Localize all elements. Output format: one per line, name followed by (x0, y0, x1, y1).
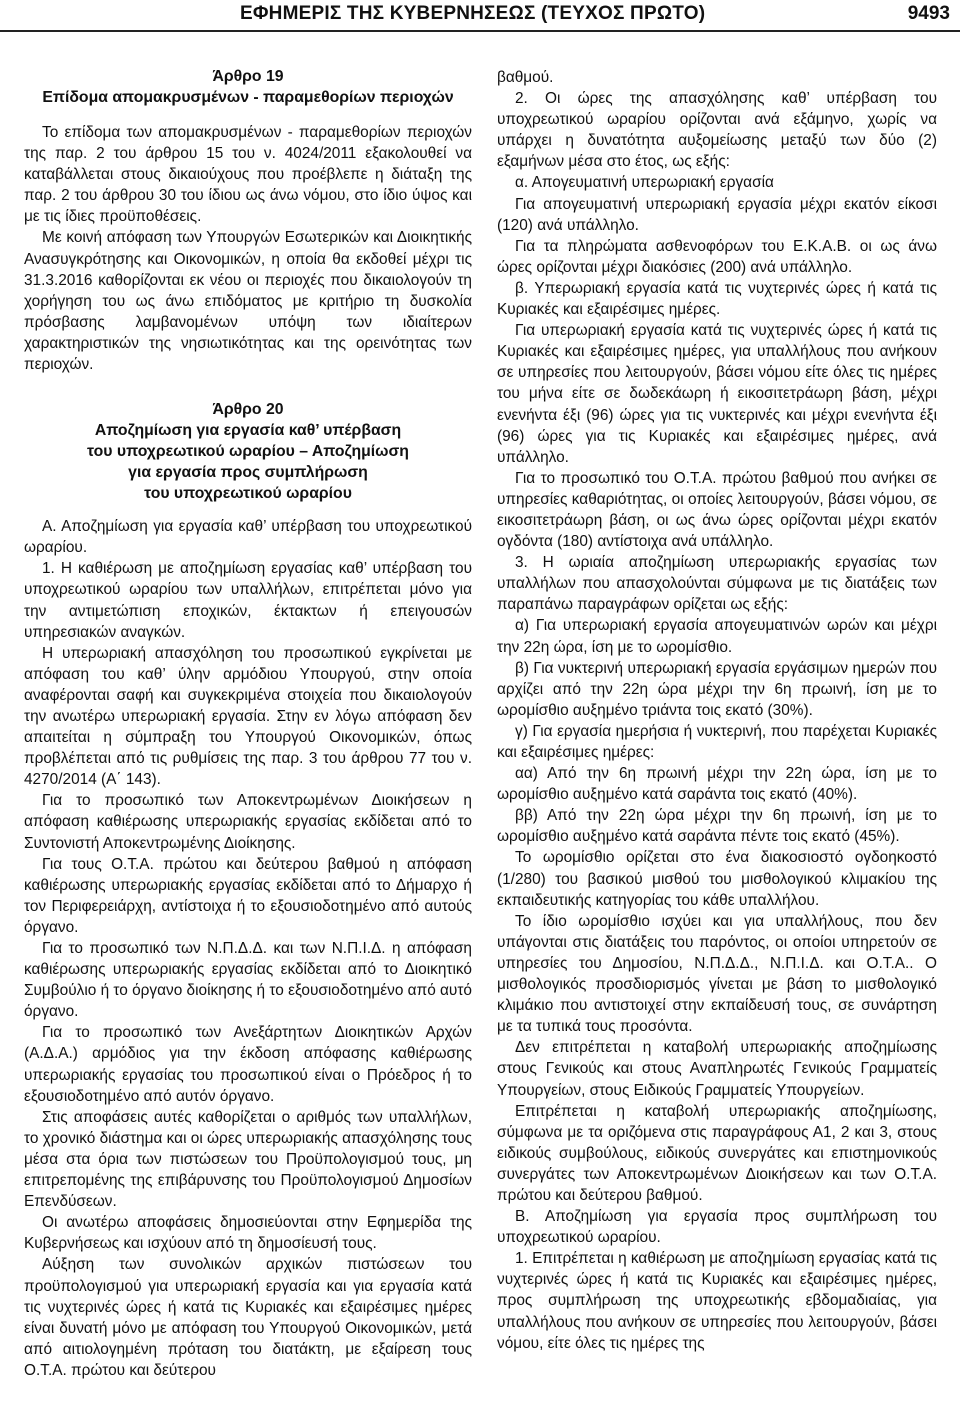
right-paragraph: α. Απογευματινή υπερωριακή εργασία (515, 174, 774, 192)
right-paragraph: 1. Επιτρέπεται η καθιέρωση με αποζημίωση εργασίας κατά τις νυχτερινές ώρες ή κατά τις Κυριακές και εξαιρέσιμες ημέρες, προς συμπλήρωση της υποχρεωτικής εβδομαδιαίας, για υπαλλήλους που ανήκουν σε υπηρεσίες που λειτουργούν, βάσει νόμου, είτε όλες τις ημέρες της (497, 1250, 937, 1352)
page-header (0, 0, 960, 32)
article-20-paragraph: Η υπερωριακή απασχόληση του προσωπικού εγκρίνεται με απόφαση του καθ’ ύλην αρμόδιου Υπουργού, στην οποία αναφέρονται σαφή και συγκεκριμένα στοιχεία που δικαιολογούν την ανωτέρω υπερωριακή εργασία. Στην εν λόγω απόφαση δεν απαιτείται η σύμπραξη του Υπουργού Οικονομικών, όπως προβλέπεται από τις ρυθμίσεις της παρ. 3 του άρθρου 77 του ν. 4270/2014 (Α΄ 143). (24, 644, 472, 789)
right-paragraph: Το ίδιο ωρομίσθιο ισχύει και για υπαλλήλους, που δεν υπάγονται στις διατάξεις του παρόντος, οι οποίοι υπηρετούν σε υπηρεσίες του Δημοσίου, Ν.Π.Δ.Δ., Ν.Π.Ι.Δ. και Ο.Τ.Α.. Ο μισθολογικός προσδιορισμός γίνεται με βάση το μισθολογικό κλιμάκιο που αντιστοιχεί στην εκπαίδευσή τους, σε συνάρτηση με τα τυπικά τους προσόντα. (497, 912, 937, 1036)
article-19-number: Άρθρο 19 (212, 68, 284, 85)
right-paragraph: γ) Για εργασία ημερήσια ή νυκτερινή, που παρέχεται Κυριακές και εξαιρέσιμες ημέρες: (497, 722, 937, 761)
article-20-paragraph: Α. Αποζημίωση για εργασία καθ’ υπέρβαση του υποχρεωτικού ωραρίου. (24, 518, 472, 557)
article-20-paragraph: Οι ανωτέρω αποφάσεις δημοσιεύονται στην Εφημερίδα της Κυβερνήσεως και ισχύουν από τη δημοσίευσή τους. (24, 1214, 472, 1253)
right-paragraph: Επιτρέπεται η καταβολή υπερωριακής αποζημίωσης, σύμφωνα με τα οριζόμενα στις παραγράφους Α1, 2 και 3, στους ειδικούς συμβούλους, ειδικούς συνεργάτες και επιστημονικούς συνεργάτες των Αποκεντρωμένων Διοικήσεων και των Ο.Τ.Α. πρώτου και δεύτερου βαθμού. (497, 1102, 937, 1204)
right-paragraph: Για τα πληρώματα ασθενοφόρων του Ε.Κ.Α.Β. οι ως άνω ώρες ορίζονται μέχρι διακόσιες (200) ανά υπάλληλο. (497, 237, 937, 276)
article-20-title-line: του υποχρεωτικού ωραρίου (144, 485, 352, 503)
right-paragraph: ββ) Από την 22η ώρα μέχρι την 6η πρωινή, ίση με το ωρομίσθιο αυξημένο κατά σαράντα πέντε τοις εκατό (45%). (497, 807, 937, 846)
right-paragraph: αα) Από την 6η πρωινή μέχρι την 22η ώρα, ίση με το ωρομίσθιο αυξημένο κατά σαράντα τοις εκατό (40%). (497, 765, 937, 804)
right-paragraph: Δεν επιτρέπεται η καταβολή υπερωριακής αποζημίωσης στους Γενικούς και στους Αναπληρωτές Γενικούς Γραμματείς Υπουργείων, στους Ειδικούς Γραμματείς Υπουργείων. (497, 1039, 937, 1099)
right-paragraph: 3. Η ωριαία αποζημίωση υπερωριακής εργασίας των υπαλλήλων που απασχολούνται σύμφωνα με τις διατάξεις των παραπάνω παραγράφων ορίζεται ως εξής: (497, 554, 937, 614)
right-paragraph: βαθμού. (497, 69, 554, 86)
right-paragraph: Β. Αποζημίωση για εργασία προς συμπλήρωση του υποχρεωτικού ωραρίου. (497, 1208, 937, 1247)
gazette-title: ΕΦΗΜΕΡΙΣ ΤΗΣ ΚΥΒΕΡΝΗΣΕΩΣ (ΤΕΥΧΟΣ ΠΡΩΤΟ) (240, 3, 706, 24)
article-20-paragraph: Για τους Ο.Τ.Α. πρώτου και δεύτερου βαθμού η απόφαση καθιέρωσης υπερωριακής εργασίας εκδίδεται από το Δήμαρχο ή τον Περιφερειάρχη, αντίστοιχα ή το εξουσιοδοτημένο από αυτούς όργανο. (24, 855, 472, 936)
article-20-paragraph: Στις αποφάσεις αυτές καθορίζεται ο αριθμός των υπαλλήλων, το χρονικό διάστημα και οι ώρες υπερωριακής απασχόλησης τους μέσα στα όρια των πιστώσεων του Προϋπολογισμού τους, μη επιτρεπομένης της επιβάρυνσης του Προϋπολογισμού Δημοσίων Επενδύσεων. (24, 1108, 472, 1211)
article-19-paragraph: Με κοινή απόφαση των Υπουργών Εσωτερικών και Διοικητικής Ανασυγκρότησης και Οικονομικών, η οποία θα εκδοθεί μέχρι τις 31.3.2016 καθορίζονται εκ νέου οι περιοχές που δικαιολογούν τη χορήγηση του ως άνω επιδόματος με κριτήριο τη δυσκολία πρόσβασης λαμβανομένων υπόψη των ιδιαίτερων χαρακτηριστικών της νησιωτικότητας και της ορεινότητας των περιοχών. (24, 229, 472, 374)
article-20-paragraph: Για το προσωπικό των Ανεξάρτητων Διοικητικών Αρχών (Α.Δ.Α.) αρμόδιος για την έκδοση απόφασης καθιέρωσης υπερωριακής εργασίας του προσωπικού είναι ο Πρόεδρος ή το εξουσιοδοτημένο από αυτόν όργανο. (24, 1024, 472, 1105)
article-20-paragraph: Για το προσωπικό των Ν.Π.Δ.Δ. και των Ν.Π.Ι.Δ. η απόφαση καθιέρωσης υπερωριακής εργασίας εκδίδεται από το Διοικητικό Συμβούλιο ή το όργανο διοίκησης ή το εξουσιοδοτημένο από αυτό όργανο. (24, 940, 472, 1021)
article-20-paragraph: 1. Η καθιέρωση με αποζημίωση εργασίας καθ’ υπέρβαση του υποχρεωτικού ωραρίου των υπαλλήλων, επιτρέπεται μόνο για την αντιμετώπιση εποχικών, έκτακτων ή επειγουσών υπηρεσιακών αναγκών. (24, 560, 472, 641)
article-20-number: Άρθρο 20 (212, 401, 284, 419)
right-paragraph: β. Υπερωριακή εργασία κατά τις νυχτερινές ώρες ή κατά τις Κυριακές και εξαιρέσιμες ημέρες. (497, 279, 937, 319)
right-paragraph: α) Για υπερωριακή εργασία απογευματινών ωρών και μέχρι την 22η ώρα, ίση με το ωρομίσθιο. (497, 617, 937, 656)
article-20-title-line: Αποζημίωση για εργασία καθ’ υπέρβαση (94, 422, 402, 440)
right-paragraph: Για το προσωπικό του Ο.Τ.Α. πρώτου βαθμού που ανήκει σε υπηρεσίες καθαριότητας, οι οποίες λειτουργούν, βάσει νόμου, σε εικοσιτετράωρη βάση, οι ως άνω ώρες ορίζονται μέχρι εκατόν ογδόντα (180) αντίστοιχα ανά υπάλληλο. (497, 469, 937, 551)
article-19-paragraph: Το επίδομα των απομακρυσμένων - παραμεθορίων περιοχών της παρ. 2 του άρθρου 15 του ν. 4024/2011 εξακολουθεί να καταβάλλεται στους δικαιούχους που προέβλεπε η διάταξη της παρ. 2 του άρθρου 30 του ίδιου ως άνω νόμου, στο ίδιο ύψος και με τις ίδιες προϋποθέσεις. (24, 124, 472, 226)
left-column (24, 64, 472, 1381)
right-paragraph: Για απογευματινή υπερωριακή εργασία μέχρι εκατόν είκοσι (120) ανά υπάλληλο. (497, 195, 937, 234)
right-paragraph: Για υπερωριακή εργασία κατά τις νυχτερινές ώρες ή κατά τις Κυριακές και εξαιρέσιμες ημέρες, για υπαλλήλους που ανήκουν σε υπηρεσίες που λειτουργούν, βάσει νόμου είτε όλες τις ημέρες του μήνα είτε σε δωδεκάωρη ή εικοσιτετράωρη βάση, μέχρι ενενήντα έξι (96) ώρες για τις νυκτερινές και μέχρι ενενήντα έξι (96) ώρες για τις Κυριακές και εξαιρέσιμες ημέρες, ανά υπάλληλο. (497, 322, 937, 466)
article-20-paragraph: Για το προσωπικό των Αποκεντρωμένων Διοικήσεων η απόφαση καθιέρωσης υπερωριακής εργασίας εκδίδεται από το Συντονιστή Αποκεντρωμένης Διοίκησης. (24, 792, 472, 852)
right-paragraph: 2. Οι ώρες της απασχόλησης καθ’ υπέρβαση του υποχρεωτικού ωραρίου ορίζονται ανά εξάμηνο, χωρίς να υπάρχει η δυνατότητα αυξομείωσης μεταξύ των δύο (2) εξαμήνων μέσα στο έτος, ως εξής: (497, 90, 937, 171)
page-number: 9493 (907, 3, 950, 24)
article-20-title-line: του υποχρεωτικού ωραρίου – Αποζημίωση (87, 443, 409, 461)
right-paragraph: Το ωρομίσθιο ορίζεται στο ένα διακοσιοστό ογδοηκοστό (1/280) του βασικού μισθού του μισθολογικού κλιμακίου της εκπαιδευτικής κατηγορίας του κάθε υπαλλήλου. (497, 849, 937, 909)
article-20-title-line: για εργασία προς συμπλήρωση (128, 464, 368, 482)
article-19-title: Επίδομα απομακρυσμένων - παραμεθορίων περιοχών (42, 89, 454, 106)
right-column (497, 67, 937, 1354)
article-20-paragraph: Αύξηση των συνολικών αρχικών πιστώσεων του προϋπολογισμού για υπερωριακή εργασία και για εργασία κατά τις νυχτερινές ώρες ή κατά τις Κυριακές και εξαιρέσιμες ημέρες είναι δυνατή μόνο με απόφαση του Υπουργού Οικονομικών, μετά από αιτιολογημένη πρόταση του διατάκτη, με εξαίρεση τους Ο.Τ.Α. πρώτου και δεύτερου (24, 1256, 472, 1379)
right-paragraph: β) Για νυκτερινή υπερωριακή εργασία εργάσιμων ημερών που αρχίζει από την 22η ώρα μέχρι την 6η πρωινή, ίση με το ωρομίσθιο αυξημένο τριάντα τοις εκατό (30%). (497, 659, 937, 719)
